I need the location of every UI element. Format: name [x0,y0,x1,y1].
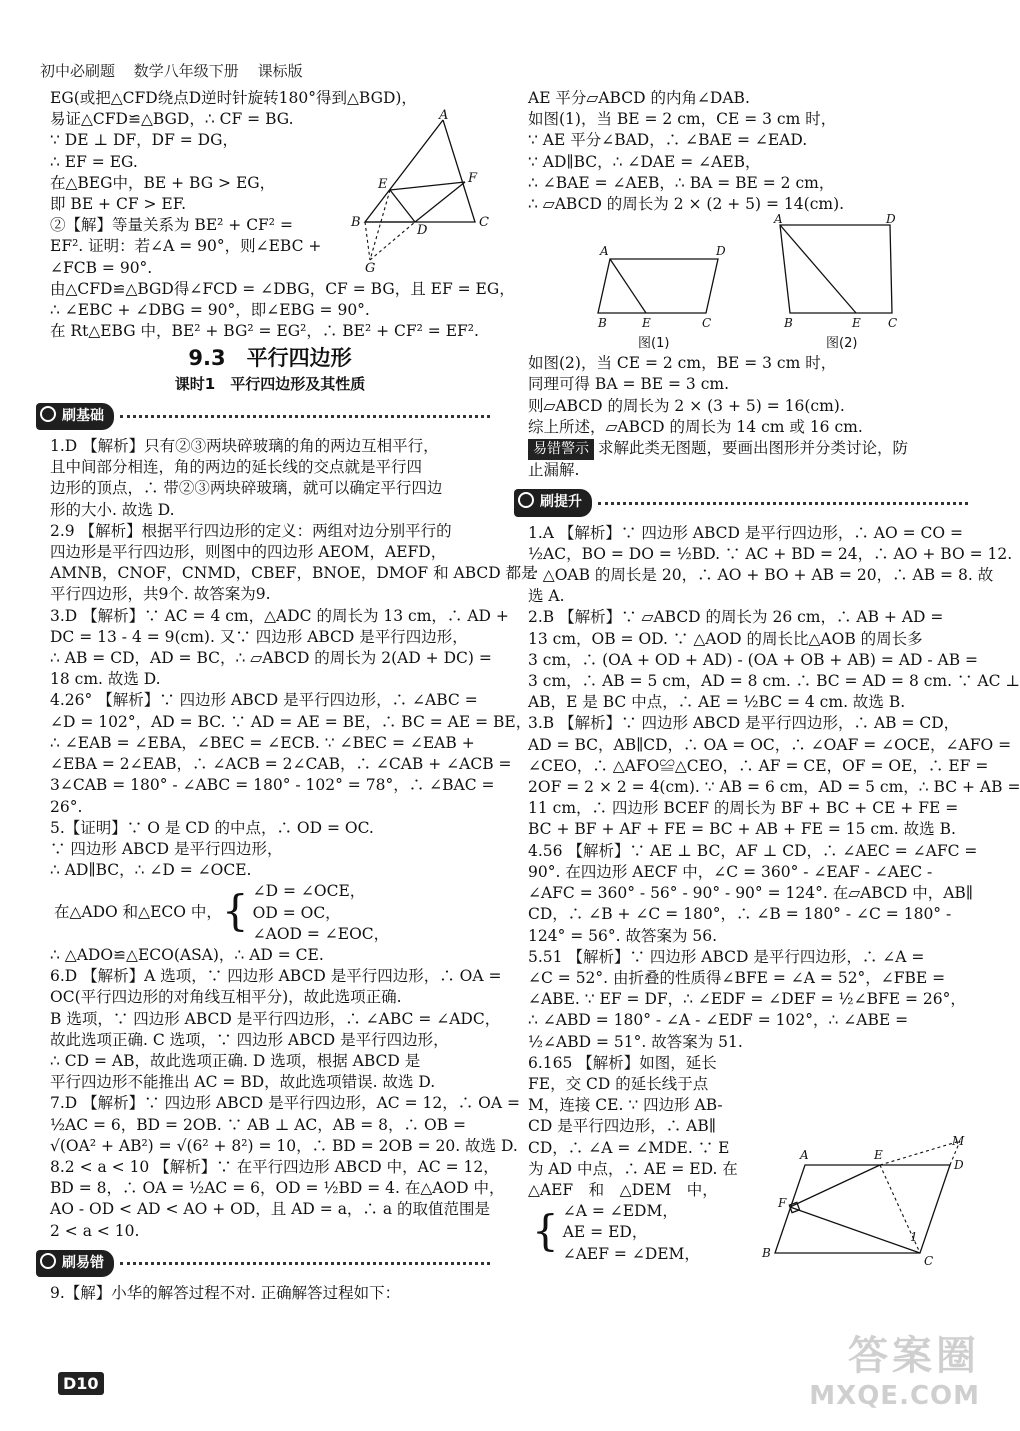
svg-text:C: C [888,316,898,331]
text-line: ∴ ▱ABCD 的周长为 2 × (2 + 5) = 14(cm). [528,195,845,214]
text-line: 3.B 【解析】∵ 四边形 ABCD 是平行四边形，∴ AB = CD， [528,714,960,733]
dotted-divider [120,415,490,418]
svg-text:D: D [886,212,896,227]
text-line: AB，E 是 BC 中点，∴ AE = ½BC = 4 cm. 故选 B. [528,693,906,712]
brace-symbol: { [532,1206,559,1256]
text-line: 如图(1)，当 BE = 2 cm，CE = 3 cm 时， [528,110,837,129]
section-title: 9.3 平行四边形 [188,346,352,371]
text-line: 如图(2)，当 CE = 2 cm，BE = 3 cm 时， [528,354,837,373]
text-line: 6.D 【解析】A 选项，∵ 四边形 ABCD 是平行四边形，∴ OA = [50,967,502,986]
text-line: ∴ △ADO≌△ECO(ASA)，∴ AD = CE. [50,945,324,964]
svg-text:D: D [417,223,428,238]
figure-2 [770,212,905,335]
book-title: 初中必刷题 [40,62,116,80]
text-line: ∵ AE 平分∠BAD，∴ ∠BAE = ∠EAD. [528,131,808,150]
figure-2-caption: 图(2) [826,336,858,352]
q5-brace-intro: 在△ADO 和△ECO 中， [54,903,222,922]
watermark [809,1324,980,1411]
text-line: 2 < a < 10. [50,1221,140,1240]
text-line: 11 cm，∴ 四边形 BCEF 的周长为 BF + BC + CE + FE = [528,799,959,818]
q5-brace-lines [253,881,390,945]
q6-brace-lines [563,1201,700,1265]
svg-text:C: C [924,1254,934,1268]
text-line: 由△CFD≌△BGD得∠FCD = ∠DBG，CF = BG，且 EF = EG， [50,279,515,298]
right-mid-lines [528,353,968,438]
text-line: CD，∴ ∠B + ∠C = 180°，∴ ∠B = 180° - ∠C = 180° - [528,905,952,924]
text-line: △AEF 和 △DEM 中， [528,1180,718,1199]
banner-label: 刷提升 [514,489,592,516]
svg-text:C: C [479,215,489,230]
text-line: 边形的顶点，∴ 带②③两块碎玻璃，就可以确定平行四边 [50,479,443,498]
svg-text:B: B [784,316,793,331]
dotted-divider [598,502,968,505]
q5-system [54,881,490,945]
watermark-text: 答案圈 [848,1333,980,1379]
svg-text:A: A [800,1148,809,1162]
text-line: ∴ ∠EBC + ∠DBG = 90°，即∠EBG = 90°. [50,301,370,320]
banner-improve [514,489,968,516]
brace-line: AE = ED， [562,1223,648,1242]
banner-errors [36,1250,490,1277]
text-line: BD = 8，∴ OA = ½AC = 6，OD = ½BD = 4. 在△AOD 中， [50,1179,505,1198]
page-header [40,60,317,81]
text-line: 且中间部分相连，角的两边的延长线的交点就是平行四 [50,458,423,477]
text-line: 90°. 在四边形 AECF 中，∠C = 360° - ∠EAF - ∠AEC - [528,862,933,881]
text-line: AMNB，CNOF，CNMD，CBEF，BNOE，DMOF 和 ABCD 都是 [50,564,537,583]
banner-label: 刷基础 [36,403,114,430]
parallelogram-figures [528,212,968,353]
text-line: 124° = 56°. 故答案为 56. [528,926,718,945]
warning-tag: 易错警示 [528,439,594,460]
brace-line: ∠AEF = ∠DEM， [562,1244,700,1263]
text-line: 1.A 【解析】∵ 四边形 ABCD 是平行四边形，∴ AO = CO = [528,523,964,542]
text-line: 选 A. [528,587,565,606]
text-line: M，连接 CE. ∵ 四边形 AB- [528,1096,723,1115]
text-line: ½∠ABD = 51°. 故答案为 51. [528,1032,743,1051]
text-line: 3 cm，∴ AB = 5 cm，AD = 8 cm. ∴ BC = AD = 8 cm. ∵ AC ⊥ [528,672,1020,691]
text-line: 在△BEG中，BE + BG > EG， [50,173,276,192]
text-line: 7.D 【解析】∵ 四边形 ABCD 是平行四边形，AC = 12，∴ OA = [50,1094,520,1113]
text-line: CD 是平行四边形，∴ AB∥ [528,1117,716,1136]
text-line: 6.165 【解析】如图，延长 [528,1053,717,1072]
text-line: ∴ AD∥BC，∴ ∠D = ∠OCE. [50,861,252,880]
text-line: ½AC = 6，BD = 2OB. ∵ AB ⊥ AC，AB = 8，∴ OB = [50,1115,466,1134]
text-line: B 选项，∵ 四边形 ABCD 是平行四边形，∴ ∠ABC = ∠ADC， [50,1009,501,1028]
text-line: ∠CEO，∴ △AFO≌△CEO，∴ AF = CE，OF = OE，∴ EF = [528,756,989,775]
text-line: 9.【解】小华的解答过程不对. 正确解答过程如下： [50,1283,401,1302]
right-column [528,88,1020,1265]
text-line: CD，∴ ∠A = ∠MDE. ∵ E [528,1138,730,1157]
text-line: ∠EBA = 2∠EAB，∴ ∠ACB = 2∠CAB，∴ ∠CAB + ∠ACB = [50,755,512,774]
text-line: 综上所述，▱ABCD 的周长为 14 cm 或 16 cm. [528,417,863,436]
text-line: 3 cm，∴ (OA + OD + AD) - (OA + OB + AB) = AD - AB = [528,650,979,669]
text-line: EG(或把△CFD绕点D逆时针旋转180°得到△BGD)， [50,89,417,107]
improve-answers [528,523,1020,1053]
text-line: ∴ EF = EG. [50,152,138,171]
svg-text:E: E [852,316,861,331]
text-line: ∵ 四边形 ABCD 是平行四边形， [50,839,283,858]
svg-text:D: D [954,1158,964,1172]
svg-text:E: E [874,1148,883,1162]
text-line: ∴ ∠EAB = ∠EBA，∠BEC = ∠ECB. ∵ ∠BEC = ∠EAB + [50,733,475,752]
svg-text:A: A [774,212,783,227]
svg-text:F: F [778,1196,787,1210]
text-line: OC(平行四边形的对角线互相平分)，故此选项正确. [50,988,402,1007]
text-line: ∠AFC = 360° - 56° - 90° - 90° = 124°. 在▱ABCD 中，AB∥ [528,884,973,903]
svg-text:E: E [642,316,651,331]
text-line: 2.9 【解析】根据平行四边形的定义：两组对边分别平行的 [50,521,452,540]
warning-text: 求解此类无图题，要画出图形并分类讨论，防 [598,439,909,458]
subject-title: 数学八年级下册 [133,62,239,80]
text-line: ∵ △OAB 的周长是 20，∴ AO + BO + AB = 20，∴ AB = 8. 故 [528,566,994,585]
text-line: 即 BE + CF > EF. [50,195,187,214]
text-line: 为 AD 中点，∴ AE = ED. 在 [528,1159,738,1178]
text-line: AO - OD < AD < AO + OD，且 AD = a，∴ a 的取值范围是 [50,1200,491,1219]
text-line: 止漏解. [528,461,580,480]
text-line: ∠ABE. ∵ EF = DF，∴ ∠EDF = ∠DEF = ½∠BFE = 26°， [528,990,966,1009]
text-line: 4.26° 【解析】∵ 四边形 ABCD 是平行四边形，∴ ∠ABC = [50,691,478,710]
triangle-figure [345,110,495,275]
brace-line: ∠D = ∠OCE， [252,882,366,901]
dotted-divider [120,1262,490,1265]
text-line: ½AC，BO = DO = ½BD. ∵ AC + BD = 24，∴ AO + BO = 12. [528,544,1013,563]
text-line: 形的大小. 故选 D. [50,500,175,519]
text-line: AE 平分▱ABCD 的内角∠DAB. [528,89,750,107]
text-line: 8.2 < a < 10 【解析】∵ 在平行四边形 ABCD 中，AC = 12， [50,1157,499,1176]
basics-answers [50,436,537,881]
text-line: ∴ AB = CD，AD = BC，∴ ▱ABCD 的周长为 2(AD + DC) = [50,649,492,668]
brace-line: ∠AOD = ∠EOC， [252,924,390,943]
banner-label: 刷易错 [36,1250,114,1277]
text-line: ∵ AD∥BC，∴ ∠DAE = ∠AEB， [528,152,761,171]
q6-figure [760,1135,970,1275]
text-line: 3∠CAB = 180° - ∠ABC = 180° - 102° = 78°，∴ ∠BAC = [50,776,495,795]
text-line: ∠FCB = 90°. [50,258,153,277]
text-line: 2.B 【解析】∵ ▱ABCD 的周长为 26 cm，∴ AB + AD = [528,608,944,627]
text-line: FE，交 CD 的延长线于点 [528,1074,709,1093]
text-line: 易证△CFD≌△BGD，∴ CF = BG. [50,110,294,129]
text-line: EF². 证明：若∠A = 90°，则∠EBC + [50,237,322,256]
text-line: 四边形是平行四边形，则图中的四边形 AEOM，AEFD， [50,543,447,562]
text-line: ∴ ∠BAE = ∠AEB，∴ BA = BE = 2 cm， [528,173,835,192]
edition-label: 课标版 [257,62,303,80]
warning-note [528,438,968,460]
svg-text:C: C [702,316,712,331]
brace-line: ∠A = ∠EDM， [562,1202,678,1221]
text-line: AD = BC，AB∥CD，∴ OA = OC，∴ ∠OAF = ∠OCE，∠AFO = [528,735,1012,754]
brace-line: OD = OC， [252,903,341,922]
text-line: ∴ CD = AB，故此选项正确. D 选项，根据 ABCD 是 [50,1051,421,1070]
svg-text:E: E [378,177,388,192]
text-line: 2OF = 2 × 2 = 4(cm). ∵ AB = 6 cm，AD = 5 cm，∴ BC + AB = [528,778,1020,797]
svg-text:B: B [598,316,607,331]
text-line: 平行四边形，共9个. 故答案为9. [50,585,271,604]
text-line: 13 cm，OB = OD. ∵ △AOD 的周长比△AOB 的周长多 [528,629,923,648]
svg-text:1: 1 [910,1230,918,1244]
basics-answers-2 [50,945,520,1242]
brace-symbol: { [221,886,249,936]
text-line: 26°. [50,797,83,816]
lesson-title: 课时1 平行四边形及其性质 [174,374,366,393]
text-line: 4.56 【解析】∵ AE ⊥ BC，AF ⊥ CD，∴ ∠AEC = ∠AFC = [528,841,978,860]
banner-basics [36,403,490,430]
text-line: ∠D = 102°，AD = BC. ∵ AD = AE = BE，∴ BC = AE = BE， [50,712,532,731]
text-line: BC + BF + AF + FE = BC + AB + FE = 15 cm. 故选 B. [528,820,956,839]
text-line: 则▱ABCD 的周长为 2 × (3 + 5) = 16(cm). [528,396,845,415]
svg-text:G: G [365,261,376,276]
text-line: ∴ ∠ABD = 180° - ∠A - ∠EDF = 102°，∴ ∠ABE = [528,1011,909,1030]
svg-text:A: A [600,244,609,259]
text-line: √(OA² + AB²) = √(6² + 8²) = 10，∴ BD = 2OB = 20. 故选 D. [50,1136,518,1155]
watermark-url: MXQE.COM [809,1381,980,1411]
figure-1-caption: 图(1) [638,336,670,352]
svg-text:B: B [351,215,361,230]
svg-text:M: M [952,1134,965,1148]
text-line: 平行四边形不能推出 AC = BD，故此选项错误. 故选 D. [50,1073,436,1092]
text-line: 5.51 【解析】∵ 四边形 ABCD 是平行四边形，∴ ∠A = [528,947,925,966]
text-line: 在 Rt△EBG 中，BE² + BG² = EG²，∴ BE² + CF² = EF². [50,322,479,341]
text-line: ∵ DE ⊥ DF，DF = DG， [50,131,238,150]
q6-text [528,1053,758,1201]
text-line: 同理可得 BA = BE = 3 cm. [528,375,729,394]
text-line: 1.D 【解析】只有②③两块碎玻璃的角的两边互相平行， [50,437,439,456]
text-line: DC = 13 - 4 = 9(cm). 又∵ 四边形 ABCD 是平行四边形， [50,627,468,646]
right-top-lines [528,88,968,215]
text-line: 3.D 【解析】∵ AC = 4 cm，△ADC 的周长为 13 cm，∴ AD + [50,606,509,625]
svg-text:A: A [439,108,449,123]
svg-text:D: D [716,244,726,259]
page-number: D10 [58,1372,104,1395]
svg-text:F: F [468,171,478,186]
figure-1 [598,245,728,340]
text-line: 5.【证明】∵ O 是 CD 的中点，∴ OD = OC. [50,818,374,837]
text-line: 故此选项正确. C 选项，∵ 四边形 ABCD 是平行四边形， [50,1030,449,1049]
text-line: 18 cm. 故选 D. [50,670,161,689]
text-line: ∠C = 52°. 由折叠的性质得∠BFE = ∠A = 52°，∠FBE = [528,968,946,987]
text-line: ②【解】等量关系为 BE² + CF² = [50,216,293,235]
svg-text:B: B [762,1246,771,1260]
